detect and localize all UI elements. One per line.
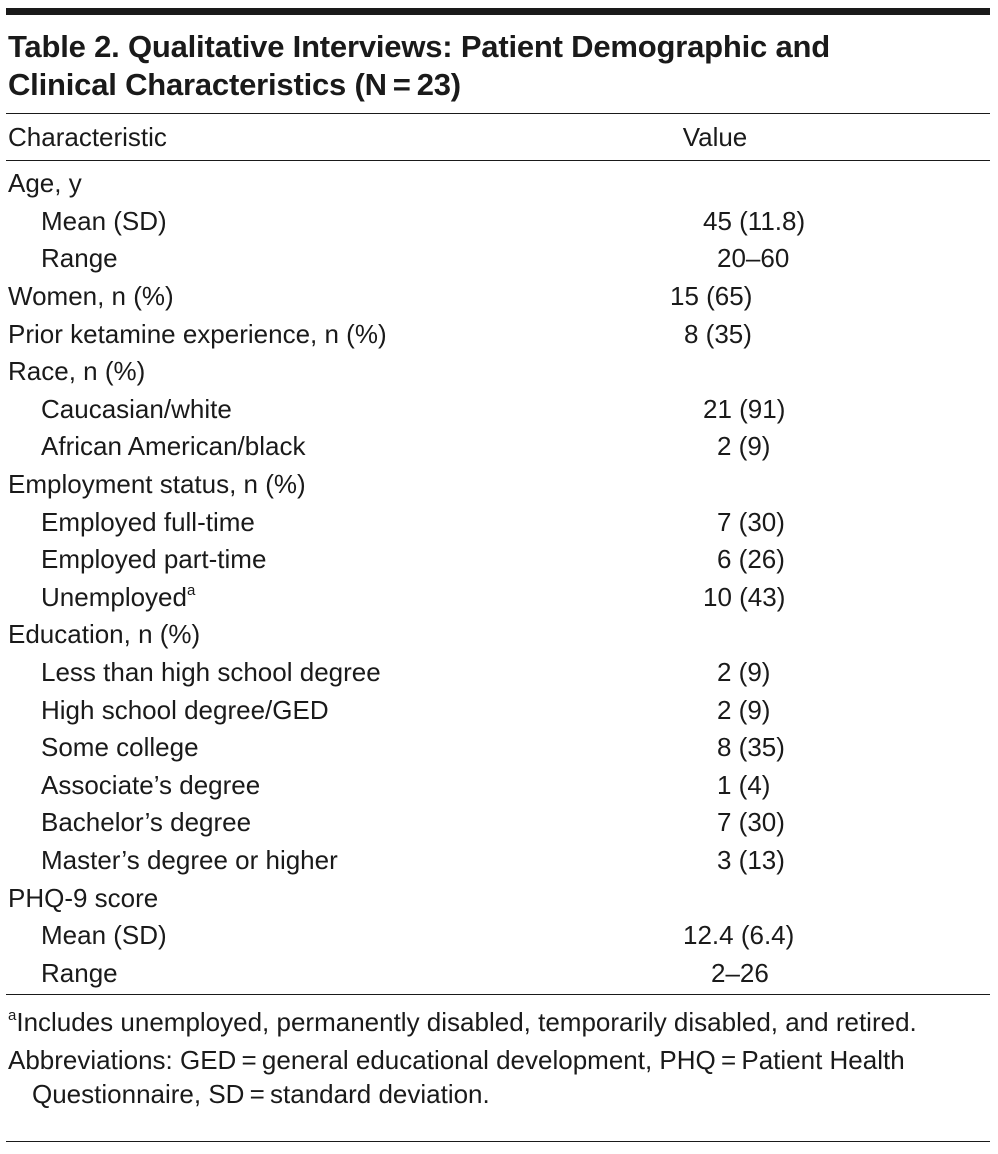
table-notes	[6, 995, 990, 1111]
row-characteristic-label: Bachelor’s degree	[41, 807, 252, 838]
row-characteristic-label: Unemployed	[41, 581, 187, 612]
row-characteristic	[6, 582, 641, 613]
row-characteristic	[6, 319, 608, 350]
row-characteristic	[6, 168, 608, 199]
table-row	[6, 804, 990, 842]
table-row	[6, 541, 990, 579]
table-row	[6, 315, 990, 353]
table-title	[6, 28, 990, 104]
row-value: 7 (30)	[717, 807, 785, 838]
table-title-line-1: Table 2. Qualitative Interviews: Patient Demographic and	[8, 29, 831, 64]
row-characteristic	[6, 770, 641, 801]
row-characteristic	[6, 281, 608, 312]
row-characteristic	[6, 356, 608, 387]
table-row	[6, 954, 990, 992]
row-value: 2 (9)	[717, 694, 771, 725]
table-row	[6, 654, 990, 692]
table-row	[6, 579, 990, 617]
table-row	[6, 428, 990, 466]
row-value: 45 (11.8)	[703, 205, 806, 236]
footnote-marker: a	[186, 581, 196, 599]
table-container	[6, 8, 990, 1115]
row-characteristic-label: Age, y	[8, 168, 82, 199]
row-value: 8 (35)	[684, 318, 752, 349]
row-characteristic-label: Employed full-time	[41, 506, 255, 537]
header-characteristic: Characteristic	[8, 121, 167, 152]
table-row	[6, 240, 990, 278]
row-characteristic	[6, 807, 641, 838]
row-value: 2–26	[711, 957, 769, 988]
row-characteristic-label: Some college	[41, 732, 199, 763]
table-row	[6, 466, 990, 504]
row-characteristic-label: Associate’s degree	[41, 769, 261, 800]
row-characteristic-label: PHQ-9 score	[8, 882, 159, 913]
row-value: 1 (4)	[717, 769, 771, 800]
row-characteristic-label: Mean (SD)	[41, 920, 167, 951]
row-characteristic	[6, 431, 641, 462]
row-value: 20–60	[717, 243, 790, 274]
header-value: Value	[682, 121, 748, 152]
table-row	[6, 503, 990, 541]
row-value: 15 (65)	[670, 281, 753, 312]
row-characteristic	[6, 394, 641, 425]
table-row	[6, 616, 990, 654]
table-row	[6, 917, 990, 955]
row-value: 2 (9)	[717, 657, 771, 688]
footnote-a-marker: a	[8, 1007, 17, 1025]
row-characteristic-label: Caucasian/white	[41, 393, 232, 424]
row-characteristic	[6, 883, 608, 914]
table-title-line-2: Clinical Characteristics (N = 23)	[8, 67, 461, 102]
abbreviations-note: Abbreviations: GED = general educational development, PHQ = Patient Health Questionnaire, SD = standard deviation.	[8, 1045, 905, 1110]
table-row	[6, 729, 990, 767]
row-characteristic	[6, 544, 641, 575]
table-row	[6, 165, 990, 203]
table-row	[6, 391, 990, 429]
row-characteristic	[6, 206, 641, 237]
footnote-a-text: Includes unemployed, permanently disabled, temporarily disabled, and retired.	[16, 1007, 917, 1038]
table-row	[6, 842, 990, 880]
row-characteristic	[6, 507, 641, 538]
row-characteristic-label: Employment status, n (%)	[8, 469, 306, 500]
row-value: 12.4 (6.4)	[683, 920, 795, 951]
row-value: 2 (9)	[717, 431, 771, 462]
page-bottom-rule	[6, 1141, 990, 1142]
row-value: 10 (43)	[703, 581, 786, 612]
table-body	[6, 161, 990, 992]
row-value: 21 (91)	[703, 393, 786, 424]
footnote-a	[6, 1005, 990, 1039]
row-characteristic-label: Race, n (%)	[8, 356, 146, 387]
row-characteristic	[6, 619, 608, 650]
row-characteristic-label: Less than high school degree	[41, 657, 381, 688]
row-characteristic-label: Range	[41, 957, 118, 988]
row-characteristic	[6, 732, 641, 763]
row-characteristic-label: Education, n (%)	[8, 619, 201, 650]
row-value: 8 (35)	[717, 732, 785, 763]
row-characteristic-label: African American/black	[41, 431, 306, 462]
row-characteristic-label: Range	[41, 243, 118, 274]
row-characteristic-label: Master’s degree or higher	[41, 844, 338, 875]
row-characteristic-label: Mean (SD)	[41, 205, 167, 236]
top-rule	[6, 8, 990, 15]
row-characteristic	[6, 243, 641, 274]
row-value: 7 (30)	[717, 506, 785, 537]
row-characteristic	[6, 845, 641, 876]
table-row	[6, 278, 990, 316]
row-characteristic-label: Women, n (%)	[8, 281, 174, 312]
table-row	[6, 767, 990, 805]
row-characteristic	[6, 920, 641, 951]
table-row	[6, 879, 990, 917]
row-characteristic-label: Prior ketamine experience, n (%)	[8, 318, 387, 349]
row-value: 3 (13)	[717, 844, 785, 875]
row-characteristic	[6, 695, 641, 726]
table-header-row	[6, 114, 990, 160]
row-characteristic	[6, 469, 608, 500]
row-characteristic	[6, 657, 641, 688]
table-row	[6, 353, 990, 391]
row-characteristic	[6, 958, 641, 989]
row-characteristic-label: High school degree/GED	[41, 694, 329, 725]
table-row	[6, 691, 990, 729]
row-value: 6 (26)	[717, 544, 785, 575]
table-row	[6, 203, 990, 241]
row-characteristic-label: Employed part-time	[41, 544, 267, 575]
